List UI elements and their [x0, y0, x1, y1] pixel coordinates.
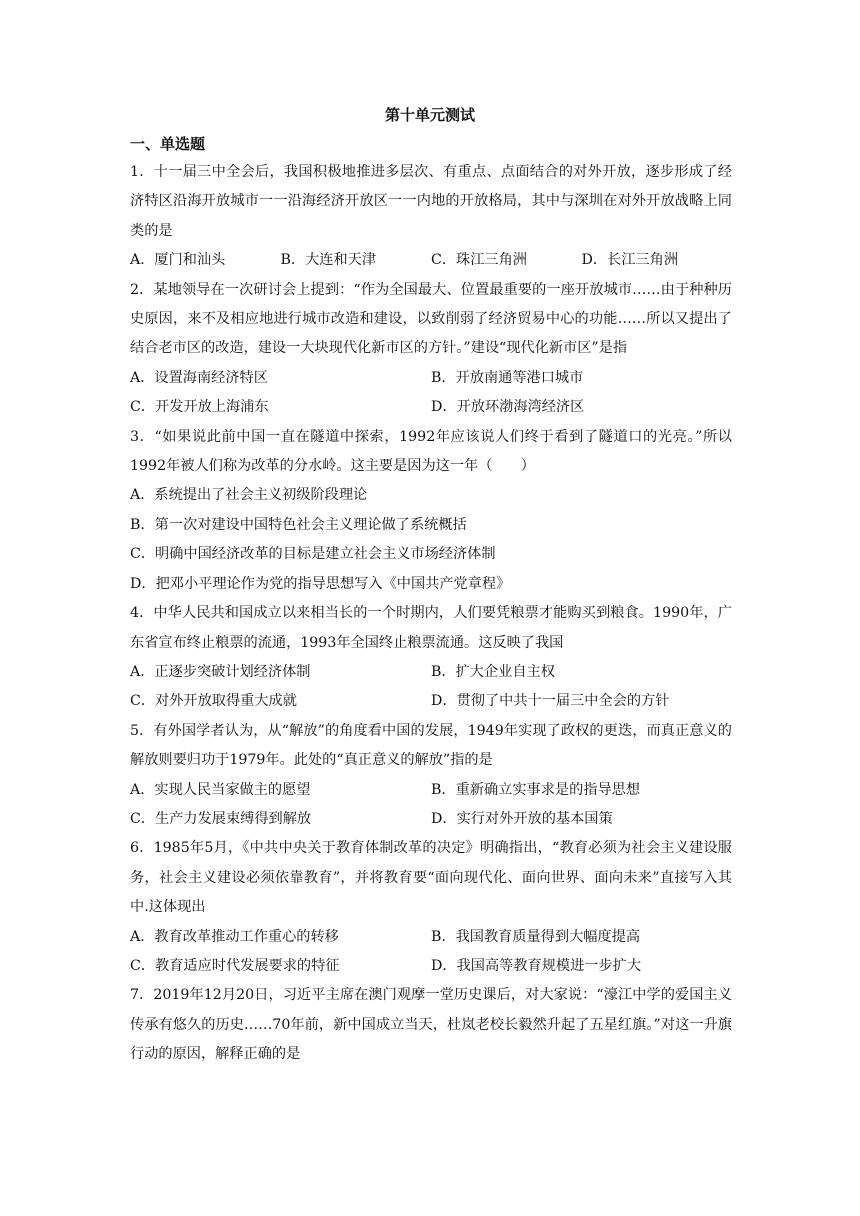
question-stem: 7．2019年12月20日，习近平主席在澳门观摩一堂历史课后，对大家说：“濠江中学的爱国主义传承有悠久的历史……70年前，新中国成立当天，杜岚老校长毅然升起了五星红旗。”对这一升旗行动的原因，解释正确的是 [130, 987, 732, 1063]
option-group [130, 364, 732, 423]
option-group [130, 481, 732, 599]
option-c: C．珠江三角洲 [431, 252, 527, 269]
option-c: C．开发开放上海浦东 [130, 399, 269, 416]
question-stem: 1．十一届三中全会后，我国积极地推进多层次、有重点、点面结合的对外开放，逐步形成了经济特区沿海开放城市一一沿海经济开放区一一内地的开放格局，其中与深圳在对外开放战略上同类的是 [130, 164, 732, 239]
option-b: B．重新确立实事求是的指导思想 [431, 781, 641, 798]
option-d: D．贯彻了中共十一届三中全会的方针 [431, 693, 670, 710]
option-b: B．大连和天津 [280, 252, 377, 269]
section-heading: 一、单选题 [130, 135, 206, 153]
question-stem: 4．中华人民共和国成立以来相当长的一个时期内，人们要凭粮票才能购买到粮食。1990年，广东省宣布终止粮票的流通，1993年全国终止粮票流通。这反映了我国 [130, 605, 732, 651]
option-a: A．系统提出了社会主义初级阶段理论 [130, 487, 368, 504]
option-a: A．实现人民当家做主的愿望 [130, 781, 311, 798]
question-stem: 5．有外国学者认为，从“解放”的角度看中国的发展，1949年实现了政权的更迭，而真正意义的解放则要归功于1979年。此处的“真正意义的解放”指的是 [130, 722, 732, 769]
option-c: C．生产力发展束缚得到解放 [130, 810, 312, 827]
option-c: C．对外开放取得重大成就 [130, 693, 297, 710]
option-a: A．正逐步突破计划经济体制 [130, 663, 311, 680]
option-a: A．教育改革推动工作重心的转移 [130, 928, 339, 945]
option-d: D．长江三角洲 [581, 252, 679, 269]
option-d: D．我国高等教育规模进一步扩大 [431, 957, 642, 974]
option-c: C．明确中国经济改革的目标是建立社会主义市场经济体制 [130, 546, 496, 563]
page-title: 第十单元测试 [384, 106, 475, 124]
option-b: B．扩大企业自主权 [431, 663, 555, 680]
option-group [130, 923, 732, 982]
question-stem: 3．“如果说此前中国一直在隧道中探索，1992年应该说人们终于看到了隧道口的光亮。”所以1992年被人们称为改革的分水岭。这主要是因为这一年（ ） [130, 428, 732, 475]
question-stem: 2．某地领导在一次研讨会上提到：“作为全国最大、位置最重要的一座开放城市……由于种种历史原因，来不及相应地进行城市改造和建设，以致削弱了经济贸易中心的功能……所以又提出了结合老市区的改造，建设一大块现代化新市区的方针。”建设“现代化新市区”是指 [130, 281, 732, 357]
option-group [130, 658, 732, 717]
option-b: B．开放南通等港口城市 [431, 369, 584, 386]
option-b: B．第一次对建设中国特色社会主义理论做了系统概括 [130, 516, 467, 533]
option-a: A．厦门和汕头 [130, 252, 226, 269]
option-group [130, 776, 732, 835]
option-d: D．开放环渤海湾经济区 [431, 399, 585, 416]
option-group [130, 246, 732, 275]
option-c: C．教育适应时代发展要求的特征 [130, 957, 340, 974]
option-d: D．实行对外开放的基本国策 [431, 810, 613, 827]
option-a: A．设置海南经济特区 [130, 369, 268, 386]
option-b: B．我国教育质量得到大幅度提高 [431, 928, 641, 945]
question-stem: 6．1985年5月，《中共中央关于教育体制改革的决定》明确指出，“教育必须为社会主义建设服务，社会主义建设必须依靠教育”，并将教育要“面向现代化、面向世界、面向未来”直接写入其中.这体现出 [130, 840, 732, 916]
option-d: D．把邓小平理论作为党的指导思想写入《中国共产党章程》 [130, 575, 511, 592]
question-list [130, 158, 732, 1070]
